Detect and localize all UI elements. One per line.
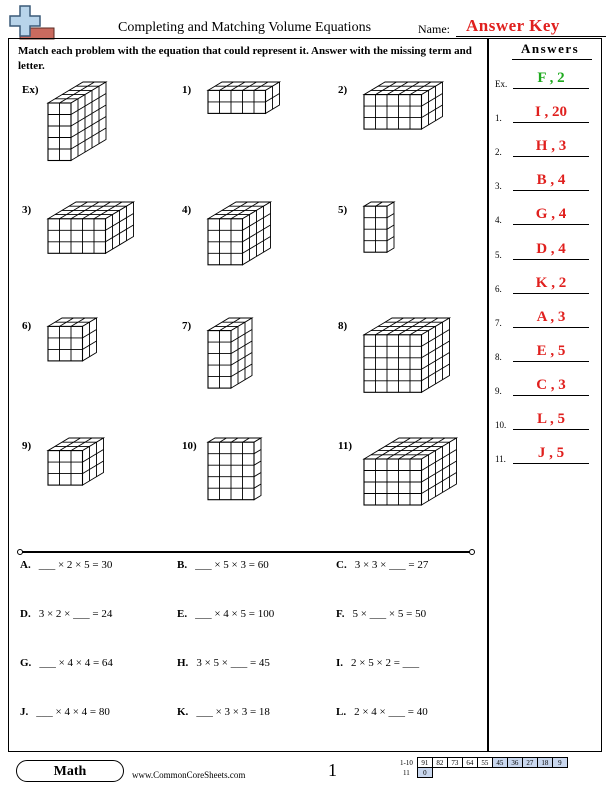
cube-prism-figure xyxy=(46,200,136,255)
equation-letter: C. xyxy=(336,559,347,571)
answer-value: H , 3 xyxy=(535,138,567,155)
answer-number: 3. xyxy=(495,181,502,192)
score-cell: 55 xyxy=(477,758,492,768)
answers-heading: Answers xyxy=(521,41,580,56)
equation-item xyxy=(20,559,112,571)
answer-number: 1. xyxy=(495,113,502,124)
equation-letter: L. xyxy=(336,706,347,718)
answer-row xyxy=(495,241,595,263)
score-row xyxy=(398,768,567,778)
answer-row xyxy=(495,206,595,228)
answer-row xyxy=(495,70,595,92)
answer-line[interactable] xyxy=(513,463,589,464)
score-cell: 18 xyxy=(537,758,552,768)
answer-line[interactable] xyxy=(513,190,589,191)
answer-number: 4. xyxy=(495,215,502,226)
cube-prism-figure xyxy=(46,316,99,363)
name-field-line[interactable] xyxy=(456,36,606,37)
answers-heading-underline xyxy=(512,59,592,60)
answer-number: 9. xyxy=(495,385,502,396)
cube-prism-figure xyxy=(46,80,108,163)
equation-item xyxy=(177,608,274,620)
equation-item xyxy=(336,706,428,718)
answer-row xyxy=(495,411,595,433)
answer-row xyxy=(495,309,595,331)
score-cell: 82 xyxy=(432,758,447,768)
answer-value: A , 3 xyxy=(536,308,566,325)
score-cell: 27 xyxy=(522,758,537,768)
answer-value: C , 3 xyxy=(536,376,566,393)
answer-line[interactable] xyxy=(513,361,589,362)
answer-line[interactable] xyxy=(513,395,589,396)
answer-line[interactable] xyxy=(513,88,589,89)
equation-text: 3 × 2 × ___ = 24 xyxy=(38,608,113,620)
problem-label: 4) xyxy=(182,204,192,216)
cube-prism-figure xyxy=(206,436,263,502)
equation-text: 3 × 3 × ___ = 27 xyxy=(354,559,429,571)
answer-number: 2. xyxy=(495,147,502,158)
answer-value: F , 2 xyxy=(537,70,565,86)
score-cell: 91 xyxy=(417,758,432,768)
equation-text: ___ × 4 × 4 = 64 xyxy=(39,657,113,669)
page-number: 1 xyxy=(328,760,337,780)
subject-badge: Math xyxy=(16,760,124,782)
answer-number: 11. xyxy=(495,454,506,465)
cube-prism-figure xyxy=(206,316,254,390)
equation-item xyxy=(336,559,428,571)
equation-text: ___ × 3 × 3 = 18 xyxy=(196,706,270,718)
equation-text: ___ × 4 × 4 = 80 xyxy=(36,706,110,718)
problem-label: 8) xyxy=(338,320,348,332)
separator-dot-right xyxy=(469,549,475,555)
front-face xyxy=(364,95,422,130)
problem-label: Ex) xyxy=(22,84,39,96)
answer-value: I , 20 xyxy=(534,104,568,121)
instructions-text: Match each problem with the equation that could represent it. Answer with the missing term and letter. xyxy=(18,45,472,72)
answer-row xyxy=(495,138,595,160)
front-face xyxy=(48,326,83,361)
equation-letter: I. xyxy=(336,657,344,669)
answer-value: J , 5 xyxy=(537,445,565,462)
equation-item xyxy=(20,657,113,669)
problem-label: 2) xyxy=(338,84,348,96)
score-cell: 0 xyxy=(417,768,432,778)
problem-label: 1) xyxy=(182,84,192,96)
front-face xyxy=(48,451,83,486)
answer-line[interactable] xyxy=(513,293,589,294)
equation-letter: A. xyxy=(20,559,31,571)
equation-item xyxy=(20,608,112,620)
equation-text: 5 × ___ × 5 = 50 xyxy=(352,608,427,620)
answer-line[interactable] xyxy=(513,327,589,328)
answer-value: L , 5 xyxy=(537,411,565,427)
score-cell: 45 xyxy=(492,758,507,768)
score-row-label: 11 xyxy=(403,768,410,777)
equation-item xyxy=(336,608,426,620)
equation-item xyxy=(177,657,270,669)
side-face xyxy=(231,318,252,388)
answer-value: B , 4 xyxy=(536,172,566,189)
answer-number: 7. xyxy=(495,317,502,328)
equation-text: 3 × 5 × ___ = 45 xyxy=(196,657,270,669)
answer-row xyxy=(495,172,595,194)
answer-number: 6. xyxy=(495,283,502,294)
equation-text: ___ × 4 × 5 = 100 xyxy=(195,608,275,620)
equation-letter: B. xyxy=(177,559,188,571)
score-row xyxy=(398,758,567,768)
answer-row xyxy=(495,275,595,297)
answer-line[interactable] xyxy=(513,156,589,157)
name-label: Name: xyxy=(418,22,450,36)
answer-row xyxy=(495,377,595,399)
equation-text: ___ × 5 × 3 = 60 xyxy=(195,559,269,571)
equation-item xyxy=(177,559,269,571)
front-face xyxy=(364,335,422,393)
equation-text: 2 × 5 × 2 = ___ xyxy=(351,657,420,669)
problem-label: 5) xyxy=(338,204,348,216)
side-face xyxy=(254,438,261,500)
answer-row xyxy=(495,104,595,126)
plus-logo-icon xyxy=(6,4,56,42)
cube-prism-figure xyxy=(206,200,273,267)
answer-line[interactable] xyxy=(513,122,589,123)
answer-number: 8. xyxy=(495,351,502,362)
cube-prism-figure xyxy=(46,436,106,487)
score-cell: 64 xyxy=(462,758,477,768)
score-cell: 9 xyxy=(552,758,567,768)
equation-letter: E. xyxy=(177,608,188,620)
front-face xyxy=(48,219,106,254)
answer-value: D , 4 xyxy=(536,240,566,257)
answer-key-label: Answer Key xyxy=(466,16,560,35)
problem-label: 9) xyxy=(22,440,32,452)
answer-number: Ex. xyxy=(495,79,508,89)
score-row-label: 1-10 xyxy=(400,758,413,767)
problem-label: 3) xyxy=(22,204,32,216)
answer-value: E , 5 xyxy=(536,342,566,359)
problem-label: 11) xyxy=(338,440,353,452)
answer-number: 10. xyxy=(495,420,507,430)
problem-label: 10) xyxy=(182,440,197,452)
cube-prism-figure xyxy=(362,80,445,131)
answer-row xyxy=(495,445,595,467)
equation-letter: D. xyxy=(20,608,31,620)
answer-value: G , 4 xyxy=(535,206,567,223)
equation-letter: J. xyxy=(20,706,29,718)
equation-letter: G. xyxy=(20,657,32,669)
equation-text: 2 × 4 × ___ = 40 xyxy=(354,706,428,718)
cube-prism-figure xyxy=(362,436,459,507)
website-text: www.CommonCoreSheets.com xyxy=(132,770,246,780)
separator-dot-left xyxy=(17,549,23,555)
answer-line[interactable] xyxy=(513,429,589,430)
score-cell: 36 xyxy=(507,758,522,768)
section-separator xyxy=(20,551,472,553)
cube-prism-figure xyxy=(206,80,282,115)
answers-divider xyxy=(487,38,489,752)
equation-letter: K. xyxy=(177,706,189,718)
answer-number: 5. xyxy=(495,249,502,260)
answer-line[interactable] xyxy=(513,224,589,225)
cube-prism-figure xyxy=(362,200,396,254)
equation-item xyxy=(177,706,270,718)
answer-value: K , 2 xyxy=(535,274,567,291)
cube-prism-figure xyxy=(362,316,452,394)
equation-letter: F. xyxy=(336,608,345,620)
score-cell: 73 xyxy=(447,758,462,768)
problem-label: 6) xyxy=(22,320,32,332)
equation-text: ___ × 2 × 5 = 30 xyxy=(38,559,113,571)
score-table xyxy=(398,757,568,778)
problem-label: 7) xyxy=(182,320,192,332)
equation-item xyxy=(20,706,110,718)
worksheet-title: Completing and Matching Volume Equations xyxy=(118,20,372,35)
equation-item xyxy=(336,657,419,669)
answer-line[interactable] xyxy=(513,259,589,260)
equation-letter: H. xyxy=(177,657,189,669)
answer-row xyxy=(495,343,595,365)
